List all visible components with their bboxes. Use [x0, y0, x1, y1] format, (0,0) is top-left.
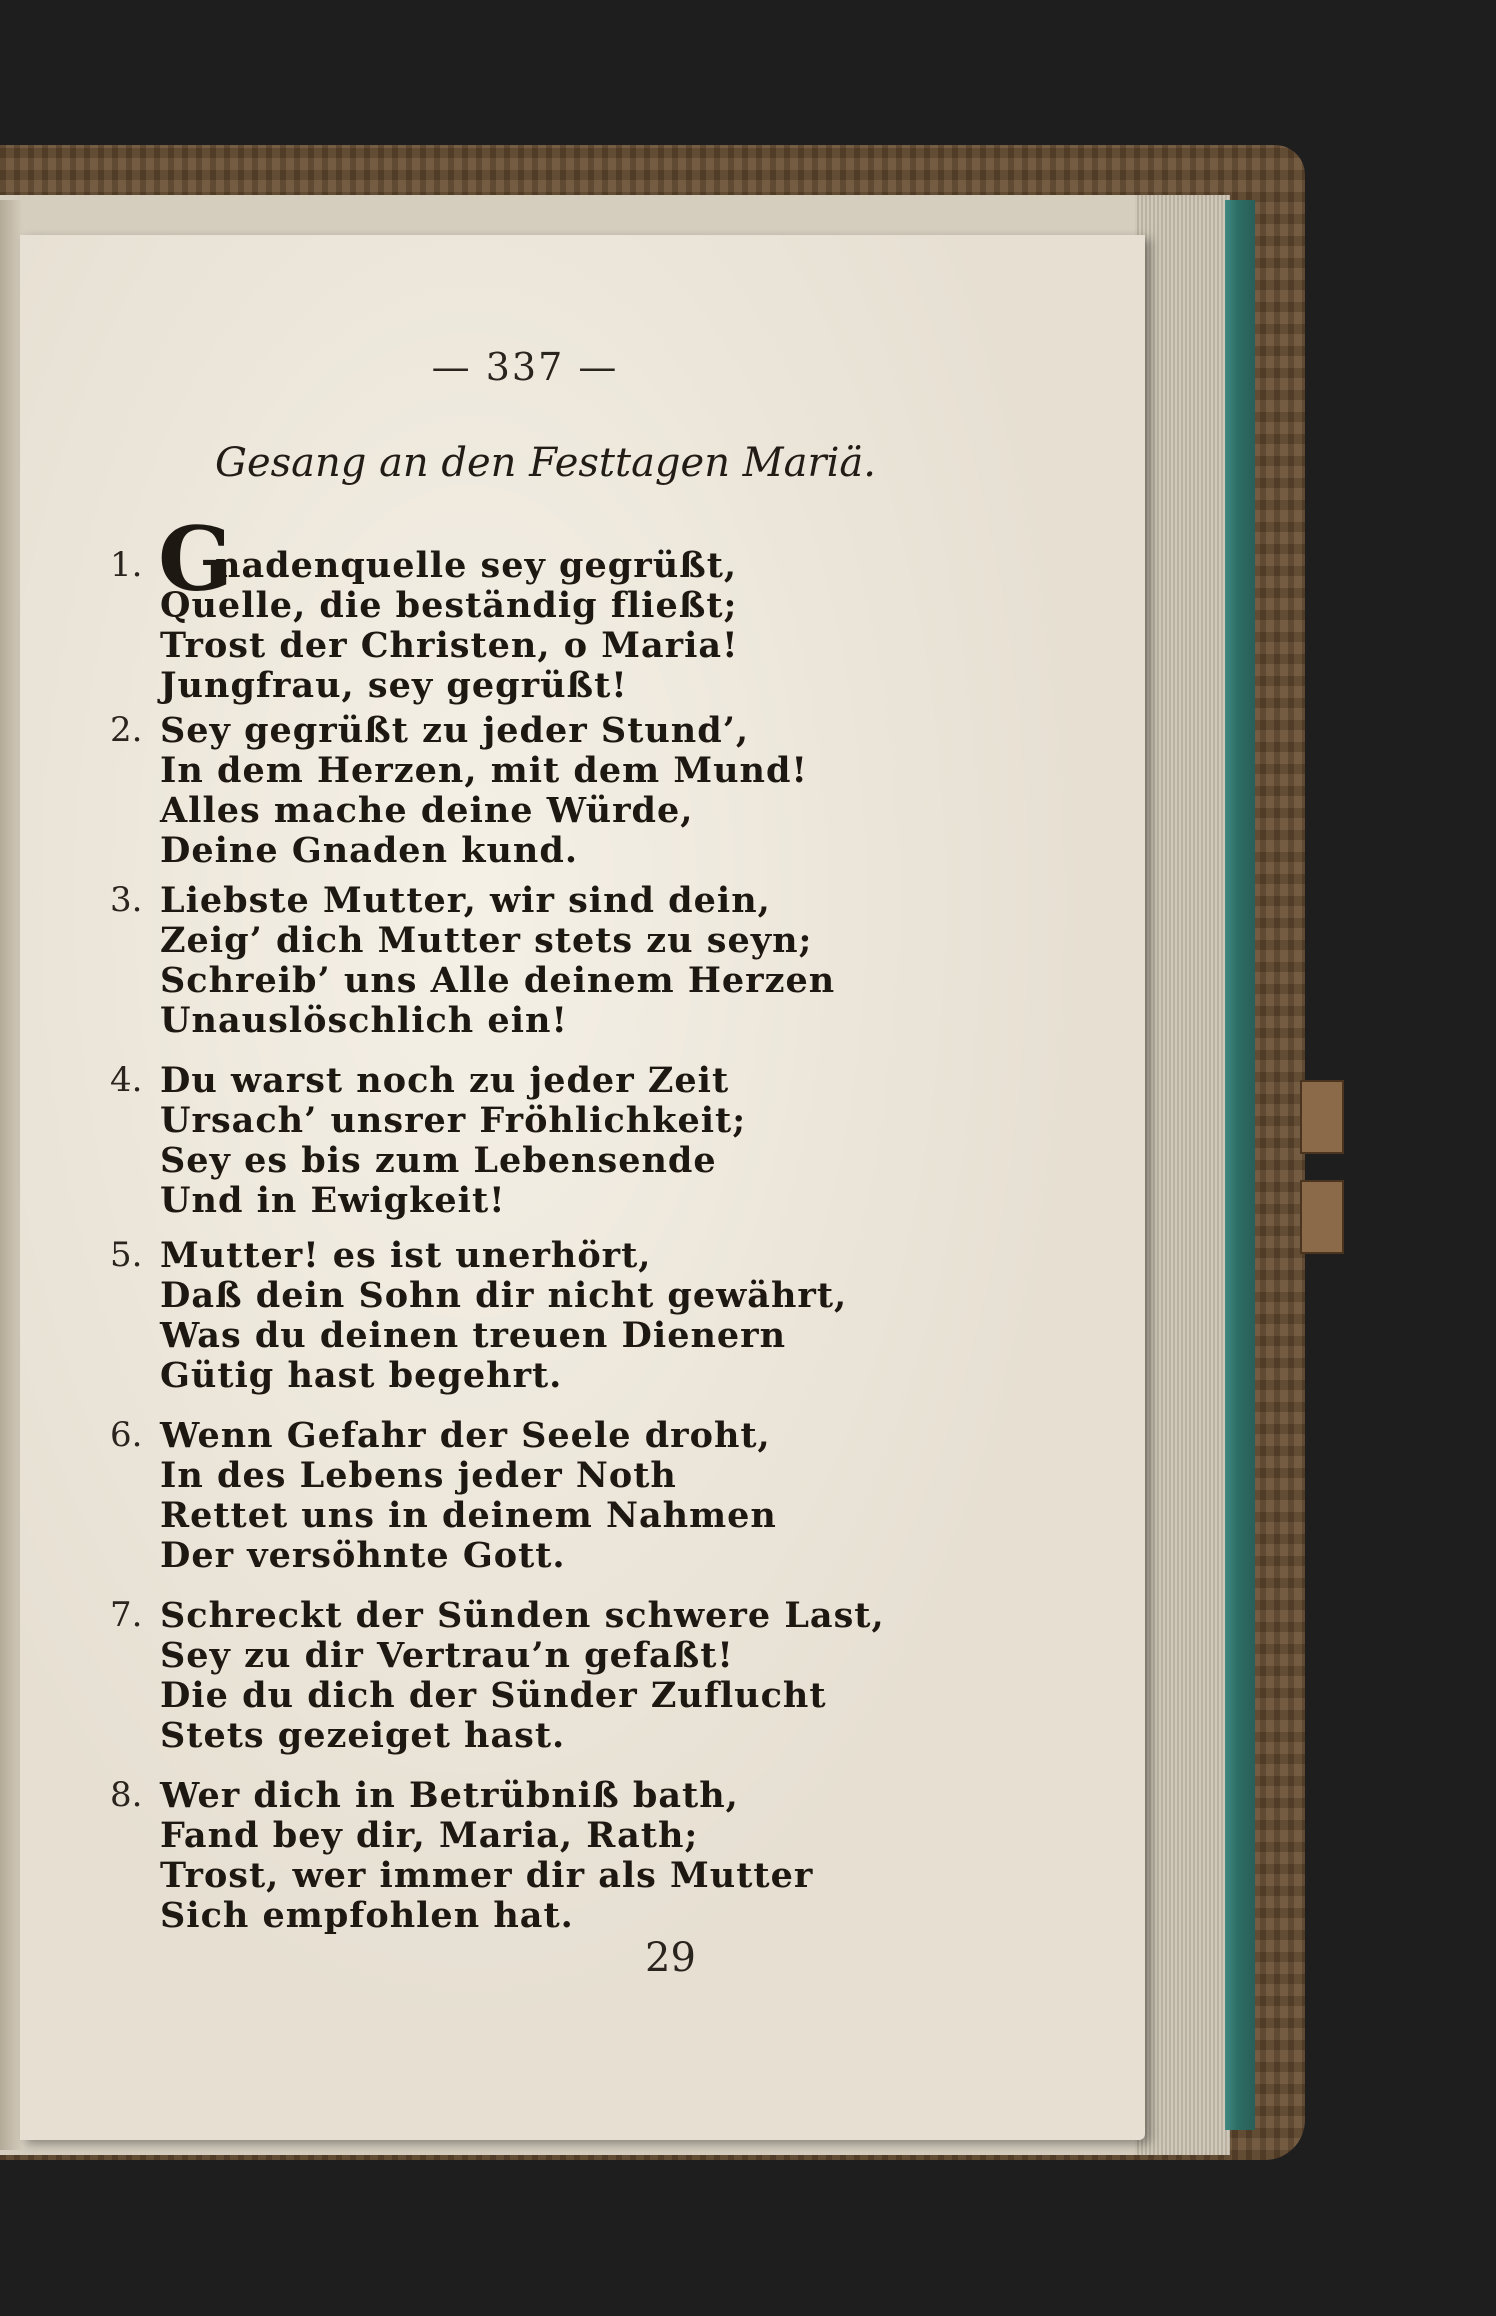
cover-edge-teal — [1225, 200, 1255, 2130]
verse-line: Trost, wer immer dir als Mutter — [160, 1855, 814, 1896]
verse-line: Unauslöschlich ein! — [160, 1000, 568, 1041]
stanza-number: 7. — [110, 1595, 143, 1635]
page-number: — 337 — — [431, 345, 619, 389]
stanza-number: 8. — [110, 1775, 143, 1815]
verse-line: Sey es bis zum Lebensende — [160, 1140, 717, 1181]
verse-line: Sey gegrüßt zu jeder Stund’, — [160, 710, 750, 751]
verse-line: Ursach’ unsrer Fröhlichkeit; — [160, 1100, 747, 1141]
verse-line: Die du dich der Sünder Zuflucht — [160, 1675, 827, 1716]
stanza-number: 3. — [110, 880, 143, 920]
verse-line: In dem Herzen, mit dem Mund! — [160, 750, 808, 791]
verse-line: Wer dich in Betrübniß bath, — [160, 1775, 739, 1816]
book-clasp-lower — [1300, 1180, 1344, 1254]
decorative-initial: G — [158, 507, 234, 611]
stanza-number: 6. — [110, 1415, 143, 1455]
verse-line: nadenquelle sey gegrüßt, — [215, 545, 738, 586]
verse-line: Fand bey dir, Maria, Rath; — [160, 1815, 699, 1856]
verse-line: Trost der Christen, o Maria! — [160, 625, 739, 666]
stanza-number: 2. — [110, 710, 143, 750]
verse-line: Alles mache deine Würde, — [160, 790, 694, 831]
hymn-title: Gesang an den Festtagen Mariä. — [215, 440, 876, 486]
book-clasp-upper — [1300, 1080, 1344, 1154]
verse-line: Quelle, die beständig fließt; — [160, 585, 738, 626]
verse-line: Wenn Gefahr der Seele droht, — [160, 1415, 771, 1456]
verse-line: Du warst noch zu jeder Zeit — [160, 1060, 730, 1101]
stanza-number: 4. — [110, 1060, 143, 1100]
verse-line: Und in Ewigkeit! — [160, 1180, 506, 1221]
previous-page-edge — [0, 200, 22, 2150]
verse-line: Zeig’ dich Mutter stets zu seyn; — [160, 920, 813, 961]
stanza-number: 5. — [110, 1235, 143, 1275]
verse-line: Deine Gnaden kund. — [160, 830, 579, 871]
verse-line: In des Lebens jeder Noth — [160, 1455, 677, 1496]
verse-line: Liebste Mutter, wir sind dein, — [160, 880, 771, 921]
verse-line: Sey zu dir Vertrau’n gefaßt! — [160, 1635, 734, 1676]
verse-line: Der versöhnte Gott. — [160, 1535, 566, 1576]
verse-line: Mutter! es ist unerhört, — [160, 1235, 652, 1276]
verse-line: Jungfrau, sey gegrüßt! — [160, 665, 628, 706]
verse-line: Stets gezeiget hast. — [160, 1715, 566, 1756]
verse-line: Sich empfohlen hat. — [160, 1895, 574, 1936]
verse-line: Gütig hast begehrt. — [160, 1355, 563, 1396]
stanza-number: 1. — [110, 545, 143, 585]
page-edges — [1135, 195, 1230, 2155]
verse-line: Schreckt der Sünden schwere Last, — [160, 1595, 885, 1636]
verse-line: Schreib’ uns Alle deinem Herzen — [160, 960, 836, 1001]
verse-line: Rettet uns in deinem Nahmen — [160, 1495, 777, 1536]
verse-line: Daß dein Sohn dir nicht gewährt, — [160, 1275, 848, 1316]
printer-signature: 29 — [645, 1935, 696, 1981]
verse-line: Was du deinen treuen Dienern — [160, 1315, 787, 1356]
